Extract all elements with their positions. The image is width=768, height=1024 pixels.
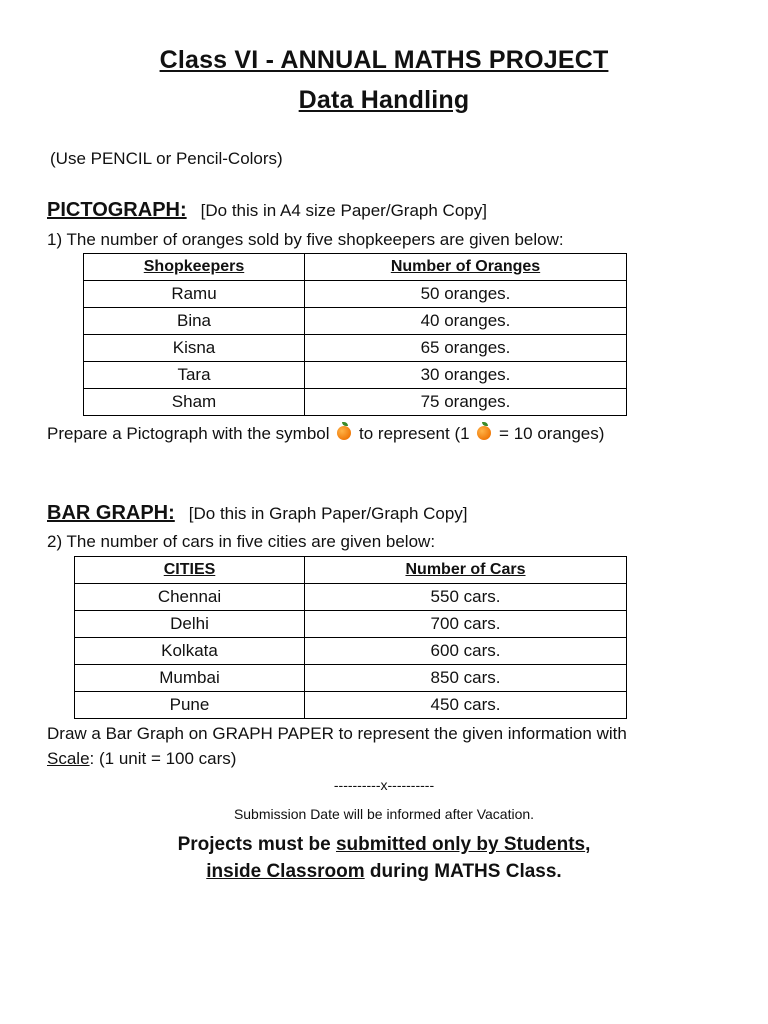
column-header: Shopkeepers (84, 254, 305, 281)
table-cell: 50 oranges. (305, 281, 627, 308)
footer-emphasis: inside Classroom (206, 861, 365, 882)
table-header-row (75, 557, 627, 584)
table-cell: Chennai (75, 584, 305, 611)
table-cell: 600 cars. (305, 638, 627, 665)
footer-line-1 (0, 834, 768, 856)
table-cell: Delhi (75, 611, 305, 638)
pictograph-task (47, 424, 604, 444)
pictograph-task-text: Prepare a Pictograph with the symbol (47, 424, 330, 443)
table-row (75, 692, 627, 719)
table-cell: 700 cars. (305, 611, 627, 638)
table-cell: Kisna (84, 335, 305, 362)
table-cell: 65 oranges. (305, 335, 627, 362)
table-header-row (84, 254, 627, 281)
orange-icon (477, 426, 491, 440)
separator: ----------x---------- (333, 777, 435, 793)
page-subtitle: Data Handling (298, 86, 470, 114)
pictograph-question: 1) The number of oranges sold by five shopkeepers are given below: (47, 230, 564, 249)
scale-label: Scale (47, 749, 90, 768)
table-cell: 40 oranges. (305, 308, 627, 335)
table-cell: Mumbai (75, 665, 305, 692)
instruction-note: (Use PENCIL or Pencil-Colors) (50, 149, 283, 168)
footer-emphasis: submitted only by Students (335, 834, 586, 855)
table-row (75, 638, 627, 665)
scale-value: : (1 unit = 100 cars) (89, 749, 237, 768)
column-header: CITIES (75, 557, 305, 584)
table-row (84, 389, 627, 416)
table-row (75, 665, 627, 692)
table-cell: Bina (84, 308, 305, 335)
pictograph-task-text: = 10 oranges) (499, 424, 605, 443)
table-cell: 75 oranges. (305, 389, 627, 416)
table-row (84, 335, 627, 362)
table-row (84, 281, 627, 308)
bargraph-task: Draw a Bar Graph on GRAPH PAPER to represent the given information with (47, 724, 627, 743)
pictograph-heading-line (47, 199, 487, 222)
bargraph-heading: BAR GRAPH: (47, 502, 175, 524)
table-cell: Pune (75, 692, 305, 719)
footer-text: during MATHS Class. (364, 861, 562, 882)
table-cell: Sham (84, 389, 305, 416)
footer-line-2 (0, 861, 768, 883)
bargraph-instruction: [Do this in Graph Paper/Graph Copy] (188, 504, 468, 523)
cars-table (74, 556, 627, 719)
table-cell: 450 cars. (305, 692, 627, 719)
table-cell: 550 cars. (305, 584, 627, 611)
bargraph-heading-line (47, 502, 468, 525)
table-row (84, 308, 627, 335)
page-title: Class VI - ANNUAL MATHS PROJECT (159, 46, 609, 74)
submission-note: Submission Date will be informed after Vacation. (233, 806, 535, 822)
column-header: Number of Oranges (305, 254, 627, 281)
table-cell: Tara (84, 362, 305, 389)
footer-text: Projects must be (177, 834, 336, 855)
table-cell: Ramu (84, 281, 305, 308)
table-cell: 30 oranges. (305, 362, 627, 389)
orange-icon (337, 426, 351, 440)
table-cell: 850 cars. (305, 665, 627, 692)
bargraph-scale (47, 749, 236, 769)
oranges-table (83, 253, 627, 416)
table-row (84, 362, 627, 389)
pictograph-instruction: [Do this in A4 size Paper/Graph Copy] (200, 201, 487, 220)
column-header: Number of Cars (305, 557, 627, 584)
footer-text: , (585, 834, 591, 855)
pictograph-heading: PICTOGRAPH: (47, 199, 187, 221)
bargraph-question: 2) The number of cars in five cities are given below: (47, 532, 436, 551)
table-row (75, 611, 627, 638)
table-cell: Kolkata (75, 638, 305, 665)
pictograph-task-text: to represent (1 (359, 424, 470, 443)
table-row (75, 584, 627, 611)
